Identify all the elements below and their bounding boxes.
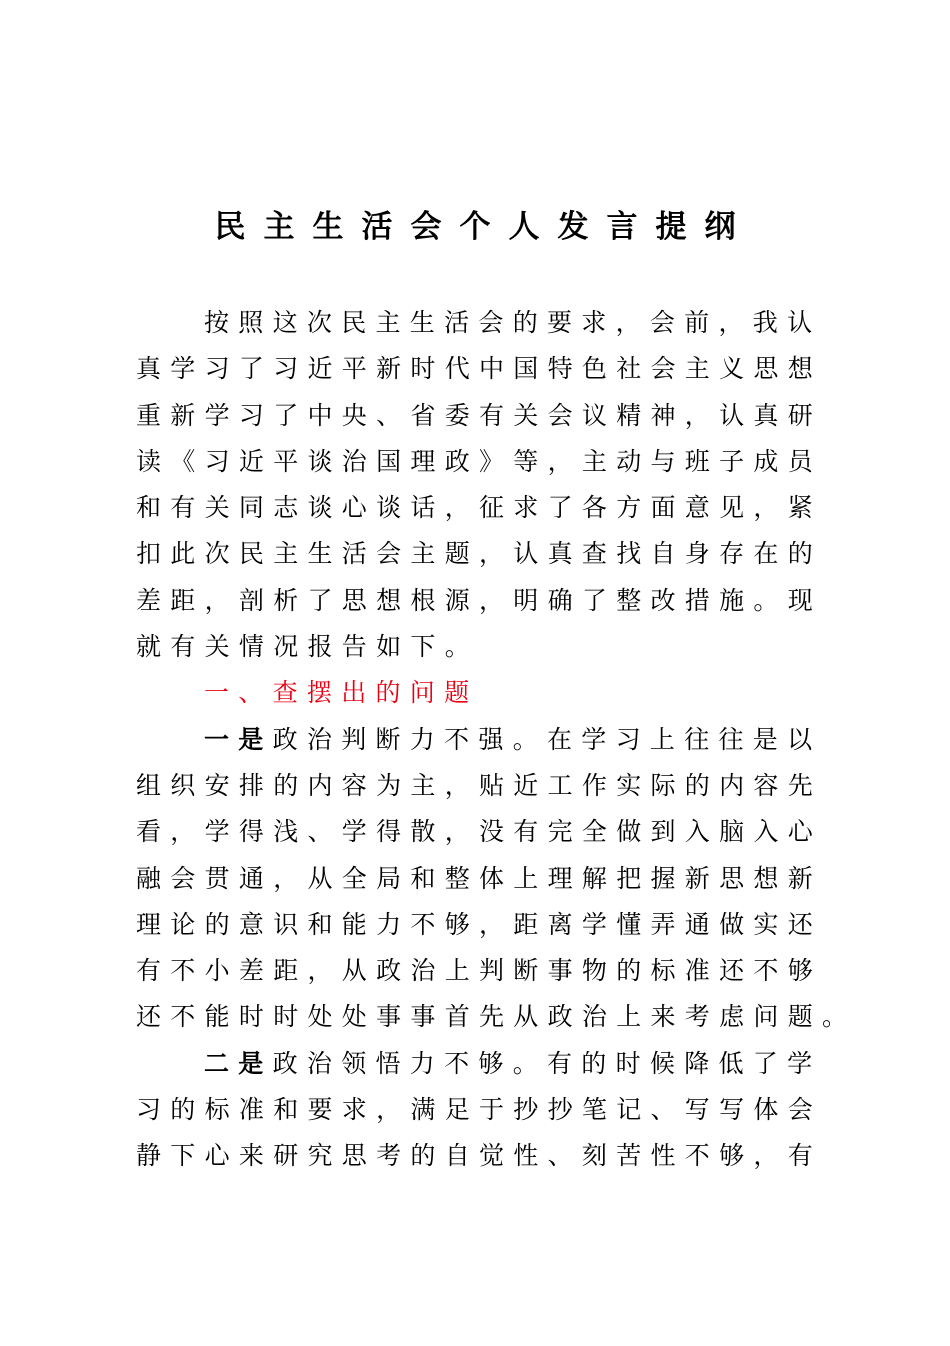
paragraph-line: 重新学习了中央、省委有关会议精神，认真研 [136, 400, 823, 430]
paragraph-line: 习的标准和要求，满足于抄抄笔记、写写体会 [136, 1095, 823, 1125]
paragraph-line: 差距，剖析了思想根源，明确了整改措施。现 [136, 585, 823, 615]
paragraph-line: 读《习近平谈治国理政》等，主动与班子成员 [136, 446, 823, 476]
point-first-line [136, 717, 821, 763]
paragraph-line: 组织安排的内容为主，贴近工作实际的内容先 [136, 770, 823, 800]
document-body [136, 300, 857, 1180]
paragraph-line: 静下心来研究思考的自觉性、刻苦性不够，有 [136, 1141, 823, 1171]
paragraph-line: 融会贯通，从全局和整体上理解把握新思想新 [136, 863, 823, 893]
paragraph-line: 理论的意识和能力不够，距离学懂弄通做实还 [136, 909, 823, 939]
paragraph-line: 真学习了习近平新时代中国特色社会主义思想 [136, 354, 823, 384]
point-first-line [136, 1041, 821, 1087]
paragraph-line: 有不小差距，从政治上判断事物的标准还不够 [136, 956, 823, 986]
paragraph-line: 按照这次民主生活会的要求，会前，我认 [204, 308, 822, 337]
paragraph-line: 还不能时时处处事事首先从政治上来考虑问题。 [136, 1002, 857, 1032]
paragraph-line: 和有关同志谈心谈话，征求了各方面意见，紧 [136, 493, 823, 523]
document-title: 民主生活会个人发言提纲 [214, 209, 754, 245]
point-lead: 一是 [204, 724, 273, 754]
point-text: 政治判断力不强。在学习上往往是以 [272, 724, 822, 754]
paragraph-line: 看，学得浅、学得散，没有完全做到入脑入心 [136, 817, 823, 847]
section-heading: 一、查摆出的问题 [204, 678, 479, 708]
point-text: 政治领悟力不够。有的时候降低了学 [272, 1048, 822, 1078]
paragraph-line: 就有关情况报告如下。 [136, 632, 480, 662]
point-lead: 二是 [204, 1048, 273, 1078]
paragraph-line: 扣此次民主生活会主题，认真查找自身存在的 [136, 539, 823, 569]
